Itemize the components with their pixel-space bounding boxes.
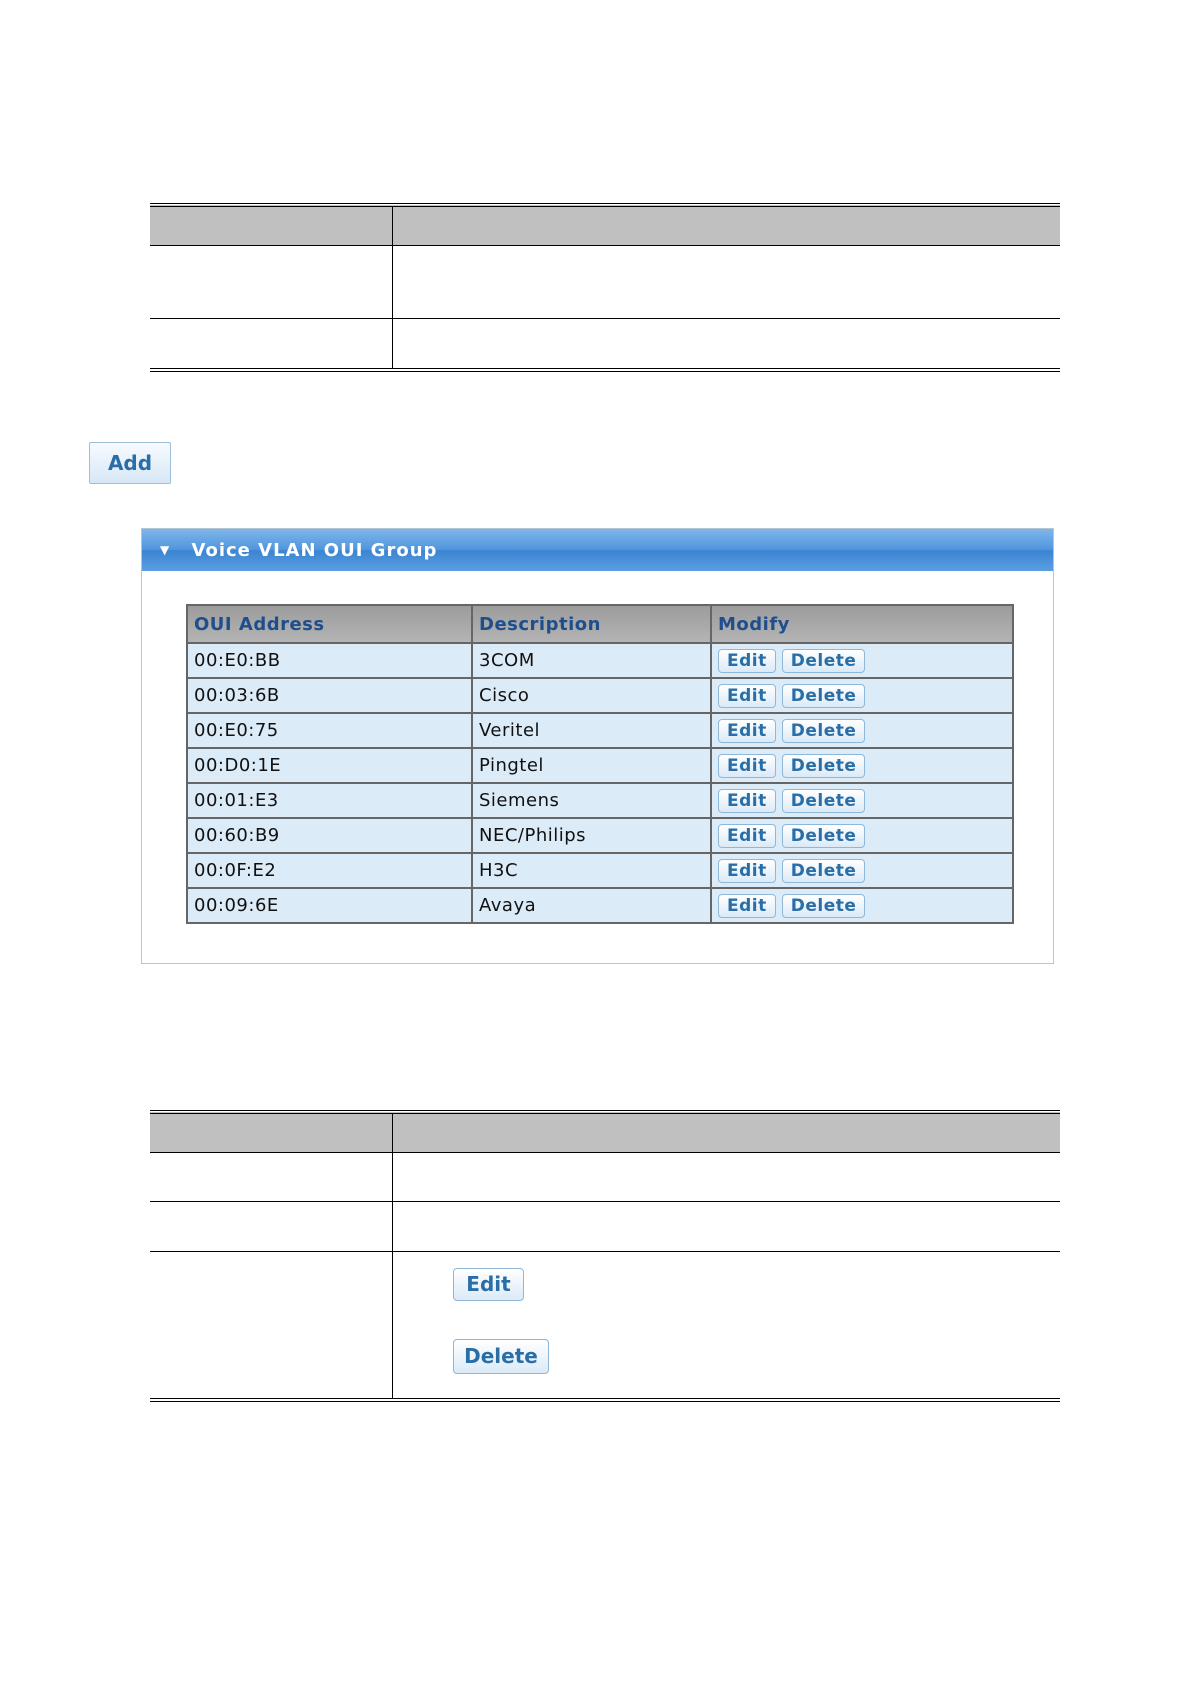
delete-button[interactable]: Delete (782, 649, 866, 673)
delete-button[interactable]: Delete (782, 859, 866, 883)
column-header-modify: Modify (711, 605, 1013, 643)
description-cell: Pingtel (472, 748, 711, 783)
edit-button[interactable]: Edit (718, 719, 776, 743)
edit-button[interactable]: Edit (718, 824, 776, 848)
oui-address-cell: 00:09:6E (187, 888, 472, 923)
oui-address-cell: 00:D0:1E (187, 748, 472, 783)
modify-cell (711, 888, 1013, 923)
description-cell: Veritel (472, 713, 711, 748)
delete-button[interactable]: Delete (782, 719, 866, 743)
modify-cell (711, 643, 1013, 678)
table-row (187, 643, 1013, 678)
modify-cell (711, 853, 1013, 888)
edit-button[interactable]: Edit (718, 894, 776, 918)
oui-address-cell: 00:03:6B (187, 678, 472, 713)
voice-vlan-oui-group-panel (141, 528, 1054, 964)
column-header-description: Description (472, 605, 711, 643)
table-row (187, 713, 1013, 748)
edit-button[interactable]: Edit (718, 754, 776, 778)
oui-address-cell: 00:E0:BB (187, 643, 472, 678)
oui-address-cell: 00:60:B9 (187, 818, 472, 853)
edit-button[interactable]: Edit (718, 789, 776, 813)
delete-button[interactable]: Delete (782, 684, 866, 708)
description-cell: Avaya (472, 888, 711, 923)
panel-title: Voice VLAN OUI Group (191, 540, 438, 561)
modify-cell (711, 713, 1013, 748)
description-cell: 3COM (472, 643, 711, 678)
delete-button[interactable]: Delete (782, 894, 866, 918)
table-row (187, 678, 1013, 713)
modify-cell (711, 818, 1013, 853)
collapse-triangle-icon[interactable]: ▼ (160, 543, 171, 557)
description-cell: Cisco (472, 678, 711, 713)
description-cell: NEC/Philips (472, 818, 711, 853)
modify-cell (711, 783, 1013, 818)
delete-button[interactable]: Delete (782, 789, 866, 813)
modify-cell (711, 748, 1013, 783)
edit-button[interactable]: Edit (718, 684, 776, 708)
oui-address-cell: 00:01:E3 (187, 783, 472, 818)
table-row (187, 888, 1013, 923)
table-row (187, 783, 1013, 818)
modify-cell (711, 678, 1013, 713)
column-header-oui-address: OUI Address (187, 605, 472, 643)
description-cell: H3C (472, 853, 711, 888)
delete-button[interactable]: Delete (782, 754, 866, 778)
doc-delete-button[interactable]: Delete (453, 1339, 549, 1374)
oui-table (186, 604, 1014, 924)
oui-address-cell: 00:0F:E2 (187, 853, 472, 888)
delete-button[interactable]: Delete (782, 824, 866, 848)
edit-button[interactable]: Edit (718, 859, 776, 883)
doc-edit-button[interactable]: Edit (453, 1268, 524, 1301)
table-row (187, 748, 1013, 783)
table-row (187, 818, 1013, 853)
table-row (187, 853, 1013, 888)
table-header-row (187, 605, 1013, 643)
parameter-table-top (150, 203, 1060, 372)
oui-address-cell: 00:E0:75 (187, 713, 472, 748)
description-cell: Siemens (472, 783, 711, 818)
edit-button[interactable]: Edit (718, 649, 776, 673)
panel-title-bar[interactable] (142, 529, 1053, 571)
parameter-table-bottom (150, 1110, 1060, 1402)
add-button[interactable]: Add (89, 442, 171, 484)
